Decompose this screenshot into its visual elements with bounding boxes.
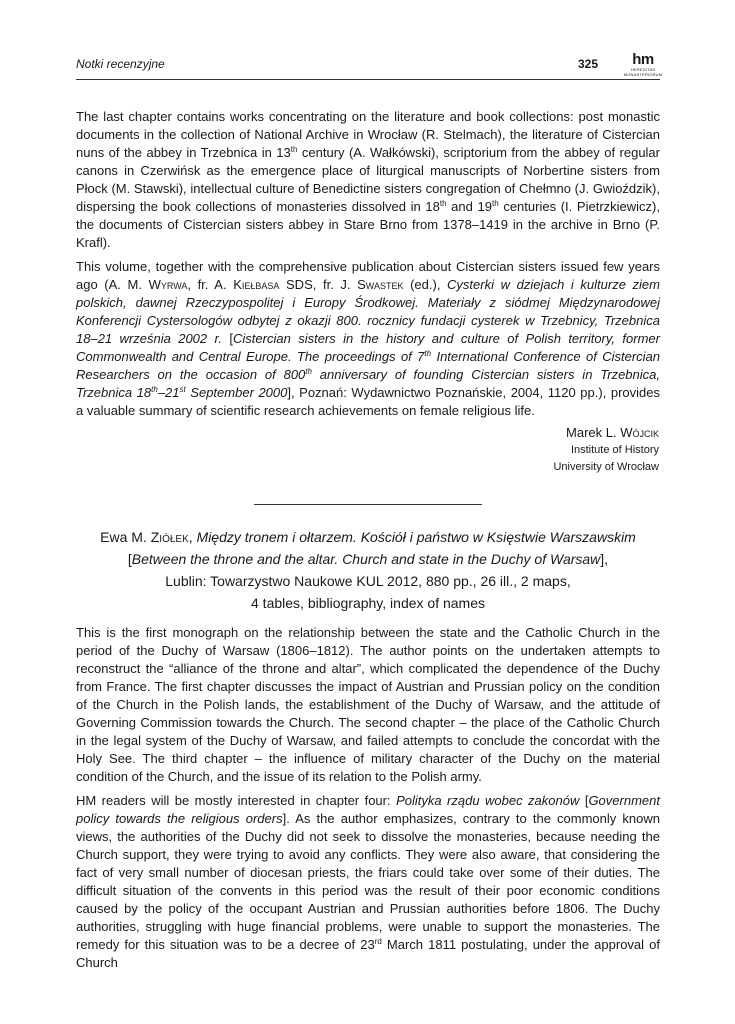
reviewer-first-name: Marek L. [566, 425, 621, 440]
running-title: Notki recenzyjne [76, 57, 165, 71]
author-surname: Kiełbasa [233, 277, 280, 292]
book-title-en: anniversary of founding Cistercian sisters in Trzebnica, Trzebnica 18 [76, 367, 660, 400]
superscript: th [492, 199, 499, 208]
author-surname: Ziółek [150, 529, 189, 545]
page-number: 325 [578, 57, 599, 71]
journal-logo [623, 52, 663, 80]
text-run: [ [127, 551, 132, 567]
review-2-paragraph-2 [76, 792, 660, 972]
reviewer-surname: Wójcik [620, 425, 659, 440]
review-1-paragraph-2 [76, 258, 660, 420]
review-2-book-header [76, 526, 660, 614]
text-run: ], Poznań: Wydawnictwo Poznańskie, 2004, 1120 pp.), provides a valuable summary of scientific research achievements on female religious life. [76, 385, 660, 418]
book-title-en: International Conference of Cistercian Researchers on the occasion of 800 [76, 349, 660, 382]
header-rule [76, 79, 660, 80]
book-title-pl: Cysterki w dziejach i kulturze ziem polskich, dawnej Rzeczypospolitej i Europy Środkowej. Materiały z siódmej Międzynarodowej Konferencji Cystersologów odbytej z okazji 800. rocznicy fundacji cysterek w Trzebnicy, Trzebnica 18–21 września 2002 r. [76, 277, 660, 346]
author-surname: Swastek [357, 277, 404, 292]
book-title-pl: Między tronem i ołtarzem. Kościół i państwo w Księstwie Warszawskim [196, 529, 636, 545]
author-surname: Wyrwa [148, 277, 188, 292]
section-separator [254, 504, 482, 505]
superscript: th [151, 385, 158, 394]
review-1-paragraph-1 [76, 108, 660, 252]
page-header [76, 51, 663, 80]
logo-mark: hm [632, 51, 654, 68]
book-header-line-1 [76, 526, 660, 548]
book-title-en: –21 [157, 385, 180, 400]
reviewer-name [553, 424, 659, 442]
text-run: The last chapter contains works concentrating on the literature and book collections: post monastic documents in the collection of National Archive in Wrocław (R. Stelmach), the literature of Cistercian nuns of the abbey in Trzebnica in 13 [76, 109, 660, 160]
book-title-en: Cistercian sisters in the history and culture of Polish territory, former Commonwealth and Central Europe. The proceedings of 7 [76, 331, 660, 364]
book-header-line-3: Lublin: Towarzystwo Naukowe KUL 2012, 880 pp., 26 ill., 2 maps, [165, 573, 571, 589]
chapter-title-pl: Polityka rządu wobec zakonów [396, 793, 580, 808]
book-title-en: September 2000 [185, 385, 288, 400]
text-run: and 19 [446, 199, 492, 214]
book-header-line-4: 4 tables, bibliography, index of names [251, 595, 485, 611]
text-run: ], [600, 551, 609, 567]
text-run: (ed.), [403, 277, 448, 292]
book-header-line-2 [76, 548, 660, 570]
superscript: th [290, 145, 298, 154]
logo-caption: HEREDITAS MONASTERIORUM [623, 67, 663, 77]
chapter-title-en: Government policy towards the religious orders [76, 793, 660, 826]
reviewer-affiliation-2: University of Wrocław [553, 461, 659, 473]
text-run: ]. As the author emphasizes, contrary to the commonly known views, the authorities of the Duchy did not seek to dissolve the monasteries, because needing the Church support, they were trying to avoid any conflicts. They were also aware, that considering the fact of very small number of diocesan priests, the friars could take over some of their duties. The difficult situation of the convents in this period was the result of their poor economic conditions caused by the policy of the occupant Austrian and Prussian authorities before 1806. The Duchy authorities, struggling with huge financial problems, were unable to support the monasteries. The remedy for this situation was to be a decree of 23 [76, 811, 660, 952]
text-run: centuries (I. Pietrzkiewicz), the documents of Cistercian sisters abbey in Stare Brno from 1378–1419 in the archive in Brno (P. Krafl). [76, 199, 660, 250]
superscript: th [439, 199, 447, 208]
review-2-paragraph-1: This is the first monograph on the relationship between the state and the Catholic Church in the period of the Duchy of Warsaw (1806–1812). The author points on the undertaken attempts to reconstruct the “alliance of the throne and altar”, which complicated the dependence of the Duchy from France. The first chapter discusses the impact of Austrian and Prussian policy on the condition of the Church in the Polish lands, the establishment of the Duchy of Warsaw, and the attitude of Governing Commission towards the Church. The second chapter – the place of the Catholic Church in the legal system of the Duchy of Warsaw, and failed attempts to conclude the concordat with the Holy See. The third chapter – the influence of military character of the Duchy on the material condition of the Church, and the issue of its relation to the Polish army. [76, 625, 660, 784]
reviewer-affiliation-1: Institute of History [570, 444, 659, 456]
text-run: [ [222, 331, 234, 346]
text-run: SDS, fr. J. [279, 277, 358, 292]
review-2-body [76, 624, 660, 978]
book-title-en: Between the throne and the altar. Church and state in the Duchy of Warsaw [131, 551, 601, 567]
text-run: [ [579, 793, 589, 808]
text-run: This volume, together with the comprehensive publication about Cistercian sisters issued few years ago (A. M. [76, 259, 660, 292]
reviewer-signature [553, 424, 659, 476]
superscript: st [179, 385, 186, 394]
text-run: , [188, 529, 197, 545]
text-run: March 1811 postulating, under the approval of Church [76, 937, 660, 970]
text-run: , fr. A. [187, 277, 234, 292]
review-1-body [76, 108, 660, 426]
author-first-name: Ewa M. [100, 529, 151, 545]
superscript: th [424, 349, 432, 358]
superscript: th [305, 367, 312, 376]
text-run: century (A. Wałkówski), scriptorium from the abbey of regular canons in Czerwińsk as the emergence place of liturgical manuscripts of Norbertine sisters from Płock (M. Stawski), intellectual culture of Benedictine sisters congregation of Chełmno (J. Gwioździk), dispersing the book collections of monasteries dissolved in 18 [76, 145, 660, 214]
text-run: HM readers will be mostly interested in chapter four: [76, 793, 397, 808]
superscript: rd [374, 937, 382, 946]
